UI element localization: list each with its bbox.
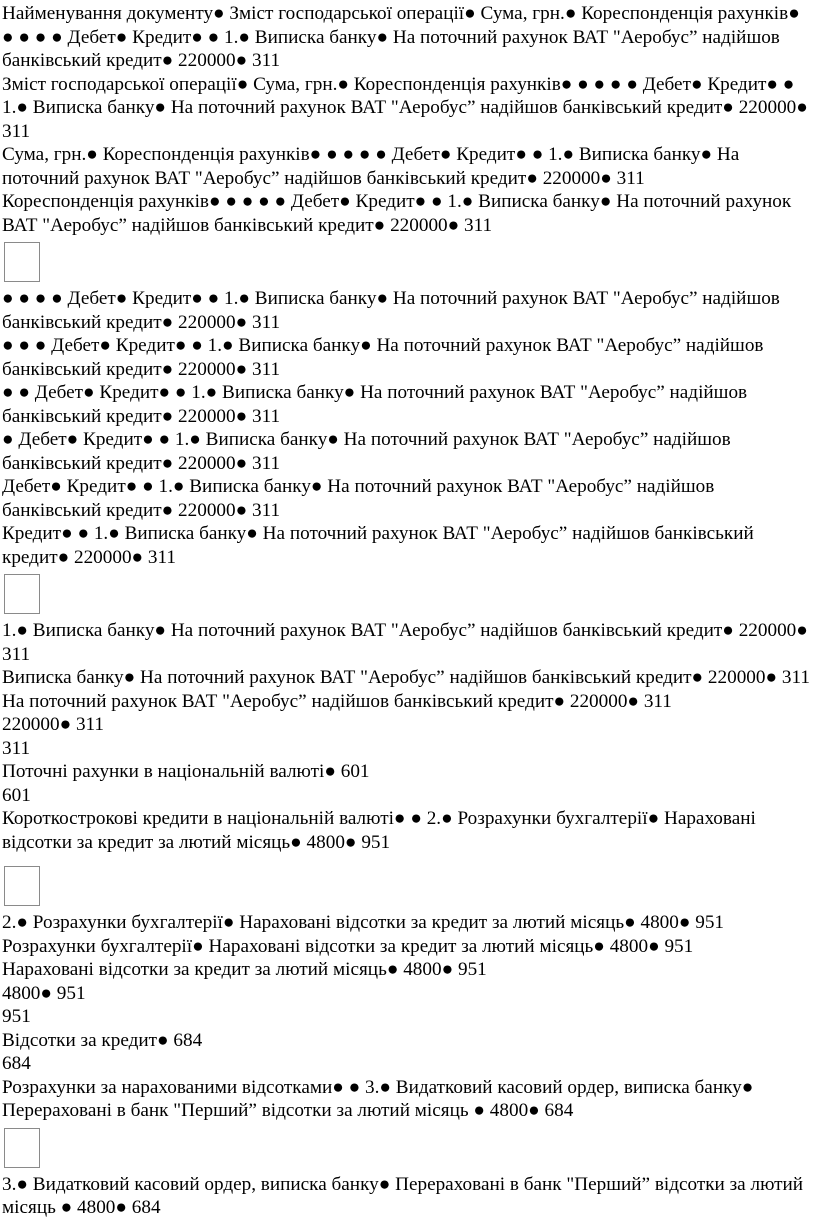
text-line-3: Сума, грн.● Кореспонденція рахунків● ● ● ● ● Дебет● Кредит● ● 1.● Виписка банку● На поточний рахунок ВАТ "Аеробус” надійшов банківський кредит● 220000● 311 [2,144,740,189]
text-line-17: 601 [2,784,31,806]
text-line-15: 311 [2,737,31,759]
text-line-12: Виписка банку● На поточний рахунок ВАТ "Аеробус” надійшов банківський кредит● 220000● 311 [2,667,810,688]
text-line-27: 3.● Видатковий касовий ордер, виписка банку● Перераховані в банк "Перший” відсотки за лютий місяць ● 4800● 684 [2,1173,804,1218]
text-line-2: Зміст господарської операції● Сума, грн.● Кореспонденція рахунків● ● ● ● ● Дебет● Кредит● ● 1.● Виписка банку● На поточний рахунок ВАТ "Аеробус” надійшов банківський кредит● 220000● 311 [2,73,808,142]
text-line-16: Поточні рахунки в національній валюті● 601 [2,761,370,782]
text-line-1: Найменування документу● Зміст господарської операції● Сума, грн.● Кореспонденція рахунків● ● ● ● ● Дебет● Кредит● ● 1.● Виписка банку● На поточний рахунок ВАТ "Аеробус” надійшов банківський кредит● 220000● 311 [2,3,800,71]
text-line-9: Дебет● Кредит● ● 1.● Виписка банку● На поточний рахунок ВАТ "Аеробус” надійшов банківський кредит● 220000● 311 [2,476,715,521]
checkbox-2[interactable] [4,574,40,614]
checkbox-3[interactable] [4,866,40,906]
text-line-20: Розрахунки бухгалтерії● Нараховані відсотки за кредит за лютий місяць● 4800● 951 [2,935,694,957]
text-line-19: 2.● Розрахунки бухгалтерії● Нараховані відсотки за кредит за лютий місяць● 4800● 951 [2,912,725,933]
text-line-25: 684 [2,1053,31,1074]
text-line-23: 951 [2,1006,31,1027]
text-line-14: 220000● 311 [2,714,105,735]
text-line-6: ● ● ● Дебет● Кредит● ● 1.● Виписка банку● На поточний рахунок ВАТ "Аеробус” надійшов банківський кредит● 220000● 311 [2,335,764,380]
checkbox-1[interactable] [4,242,40,282]
text-line-11: 1.● Виписка банку● На поточний рахунок ВАТ "Аеробус” надійшов банківський кредит● 220000● 311 [2,620,808,665]
text-line-13: На поточний рахунок ВАТ "Аеробус” надійшов банківський кредит● 220000● 311 [2,690,672,712]
text-line-22: 4800● 951 [2,982,86,1004]
text-line-7: ● ● Дебет● Кредит● ● 1.● Виписка банку● На поточний рахунок ВАТ "Аеробус” надійшов банківський кредит● 220000● 311 [2,382,748,427]
text-line-18: Короткострокові кредити в національній валюті● ● 2.● Розрахунки бухгалтерії● Нараховані відсотки за кредит за лютий місяць● 4800● 951 [2,808,756,853]
text-line-21: Нараховані відсотки за кредит за лютий місяць● 4800● 951 [2,959,487,980]
text-line-4: Кореспонденція рахунків● ● ● ● ● Дебет● Кредит● ● 1.● Виписка банку● На поточний рахунок ВАТ "Аеробус” надійшов банківський кредит● 220000● 311 [2,191,792,236]
text-line-5: ● ● ● ● Дебет● Кредит● ● 1.● Виписка банку● На поточний рахунок ВАТ "Аеробус” надійшов банківський кредит● 220000● 311 [2,288,780,333]
text-line-24: Відсотки за кредит● 684 [2,1029,203,1051]
text-line-10: Кредит● ● 1.● Виписка банку● На поточний рахунок ВАТ "Аеробус” надійшов банківський кредит● 220000● 311 [2,523,754,568]
text-line-26: Розрахунки за нарахованими відсотками● ● 3.● Видатковий касовий ордер, виписка банку● Перераховані в банк "Перший” відсотки за лютий місяць ● 4800● 684 [2,1076,754,1121]
checkbox-4[interactable] [4,1128,40,1168]
text-line-8: ● Дебет● Кредит● ● 1.● Виписка банку● На поточний рахунок ВАТ "Аеробус” надійшов банківський кредит● 220000● 311 [2,429,731,474]
